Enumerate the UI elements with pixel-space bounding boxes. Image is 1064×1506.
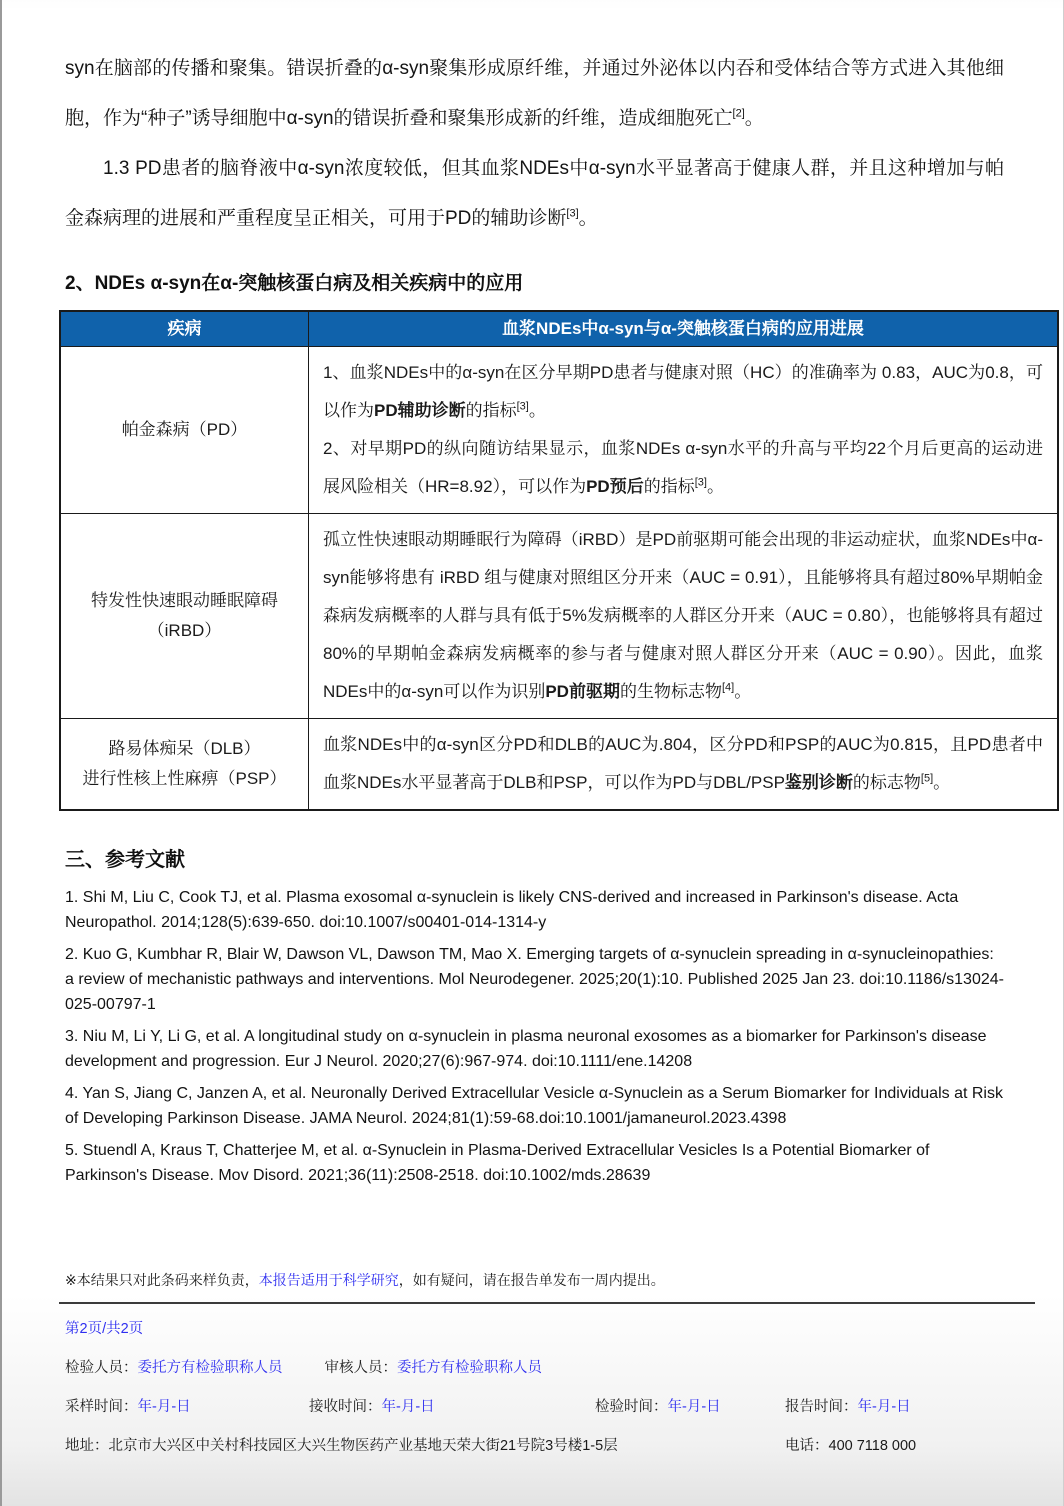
personnel-row [65, 1356, 1008, 1377]
inspector-value: 委托方有检验职称人员 [137, 1360, 283, 1376]
address-field [65, 1434, 785, 1455]
references-list [65, 885, 1004, 1188]
inspector-label: 检验人员： [65, 1360, 138, 1376]
report-time-field [785, 1395, 911, 1416]
application-cell-irbd [309, 514, 1057, 718]
report-content [2, 0, 1063, 1188]
reference-item: 2. Kuo G, Kumbhar R, Blair W, Dawson VL, Dawson TM, Mao X. Emerging targets of α-synuclein spreading in α-synucleinopathies: a review of mechanistic pathways and interventions. Mol Neurodegener. 2025;20(1):10. Published 2025 Jan 23. doi:10.1186/s13024-025-00797-1 [65, 946, 1004, 1013]
application-table [59, 310, 1059, 811]
table-header-disease: 疾病 [61, 312, 309, 346]
receiving-time-value: 年-月-日 [381, 1399, 435, 1415]
intro-paragraph-continuation: syn在脑部的传播和聚集。错误折叠的α-syn聚集形成原纤维，并通过外泌体以内吞和受体结合等方式进入其他细胞，作为“种子”诱导细胞中α-syn的错误折叠和聚集形成新的纤维，造成细胞死亡[2]。 [65, 58, 1004, 129]
phone-field [785, 1434, 916, 1455]
testing-time-field [595, 1395, 785, 1416]
receiving-time-label: 接收时间： [309, 1399, 382, 1415]
report-footer [65, 1270, 1008, 1455]
phone-label: 电话： [785, 1438, 829, 1454]
testing-time-value: 年-月-日 [667, 1399, 721, 1415]
inspector-field [65, 1356, 283, 1377]
application-item: 2、对早期PD的纵向随访结果显示，血浆NDEs α-syn水平的升高与平均22个月后更高的运动进展风险相关（HR=8.92），可以作为PD预后的指标[3]。 [323, 439, 1043, 496]
disease-name-line: 帕金森病（PD） [121, 420, 248, 439]
reference-item: 3. Niu M, Li Y, Li G, et al. A longitudinal study on α-synuclein in plasma neuronal exosomes as a biomarker for Parkinson's disease development and progression. Eur J Neurol. 2020;27(6):967-974. doi:10.1111/ene.14208 [65, 1028, 987, 1070]
table-header-row [61, 312, 1057, 346]
report-time-value: 年-月-日 [857, 1399, 911, 1415]
table-header-application: 血浆NDEs中α-syn与α-突触核蛋白病的应用进展 [502, 319, 864, 338]
table-row-pd [61, 346, 1057, 513]
application-item: 1、血浆NDEs中的α-syn在区分早期PD患者与健康对照（HC）的准确率为 0.83，AUC为0.8，可以作为PD辅助诊断的指标[3]。 [323, 363, 1043, 420]
section-2-title: 2、NDEs α-syn在α-突触核蛋白病及相关疾病中的应用 [65, 273, 524, 294]
report-time-label: 报告时间： [785, 1399, 858, 1415]
times-row [65, 1395, 1008, 1416]
intro-paragraph-1-3: 1.3 PD患者的脑脊液中α-syn浓度较低，但其血浆NDEs中α-syn水平显著高于健康人群，并且这种增加与帕金森病理的进展和严重程度呈正相关，可用于PD的辅助诊断[3]。 [65, 158, 1004, 229]
references-title: 三、参考文献 [65, 849, 185, 871]
disclaimer-note: ※本结果只对此条码来样负责，本报告适用于科学研究，如有疑问，请在报告单发布一周内提出。 [65, 1272, 665, 1288]
reference-item: 4. Yan S, Jiang C, Janzen A, et al. Neuronally Derived Extracellular Vesicle α-Synuclein as a Serum Biomarker for Individuals at Risk of Developing Parkinson Disease. JAMA Neurol. 2024;81(1):59-68.doi:10.1001/jamaneurol.2023.4398 [65, 1085, 1003, 1127]
sampling-time-label: 采样时间： [65, 1399, 138, 1415]
table-row-dlb-psp [61, 718, 1057, 809]
testing-time-label: 检验时间： [595, 1399, 668, 1415]
footer-divider [59, 1302, 1035, 1304]
disease-cell-dlb-psp [61, 719, 309, 809]
phone-value: 400 7118 000 [828, 1438, 917, 1454]
address-value: 北京市大兴区中关村科技园区大兴生物医药产业基地天荣大街21号院3号楼1-5层 [108, 1438, 618, 1454]
reviewer-field [325, 1356, 543, 1377]
application-cell-pd [309, 347, 1057, 513]
table-row-irbd [61, 513, 1057, 718]
sampling-time-value: 年-月-日 [137, 1399, 191, 1415]
reference-item: 1. Shi M, Liu C, Cook TJ, et al. Plasma exosomal α-synuclein is likely CNS-derived and increased in Parkinson's disease. Acta Neuropathol. 2014;128(5):639-650. doi:10.1007/s00401-014-1314-y [65, 889, 959, 931]
disease-name-line: 特发性快速眼动睡眠障碍 [91, 591, 278, 610]
application-item: 孤立性快速眼动期睡眠行为障碍（iRBD）是PD前驱期可能会出现的非运动症状，血浆NDEs中α-syn能够将患有 iRBD 组与健康对照组区分开来（AUC = 0.91），且能够将具有超过80%早期帕金森病发病概率的人群与具有低于5%发病概率的人群区分开来（AUC = 0.80），也能够将具有超过80%的早期帕金森病发病概率的参与者与健康对照人群区分开来（AUC = 0.90）。因此，血浆NDEs中的α-syn可以作为识别PD前驱期的生物标志物[4]。 [323, 530, 1043, 701]
receiving-time-field [309, 1395, 595, 1416]
reviewer-value: 委托方有检验职称人员 [397, 1360, 542, 1376]
disease-name-line: 进行性核上性麻痹（PSP） [82, 769, 287, 788]
disease-cell-irbd [61, 514, 309, 718]
application-item: 血浆NDEs中的α-syn区分PD和DLB的AUC为.804，区分PD和PSP的AUC为0.815，且PD患者中血浆NDEs水平显著高于DLB和PSP，可以作为PD与DBL/PSP鉴别诊断的标志物[5]。 [323, 735, 1043, 792]
sampling-time-field [65, 1395, 309, 1416]
application-cell-dlb-psp [309, 719, 1057, 809]
page-number: 第2页/共2页 [65, 1321, 144, 1337]
address-row [65, 1434, 1008, 1455]
address-label: 地址： [65, 1438, 109, 1454]
disease-name-line: （iRBD） [147, 621, 222, 640]
disease-cell-pd [61, 347, 309, 513]
reference-item: 5. Stuendl A, Kraus T, Chatterjee M, et al. α-Synuclein in Plasma-Derived Extracellular Vesicles Is a Potential Biomarker of Parkinson's Disease. Mov Disord. 2021;36(11):2508-2518. doi:10.1002/mds.28639 [65, 1142, 930, 1184]
disease-name-line: 路易体痴呆（DLB） [108, 739, 261, 758]
reviewer-label: 审核人员： [324, 1360, 397, 1376]
